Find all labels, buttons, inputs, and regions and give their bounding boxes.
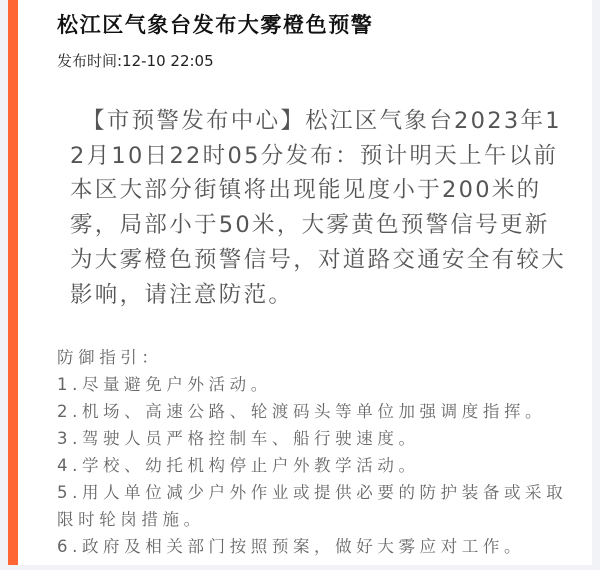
defense-guide: [57, 344, 577, 560]
guide-item: 6.政府及相关部门按照预案，做好大雾应对工作。: [57, 537, 526, 556]
guide-item: 5.用人单位减少户外作业或提供必要的防护装备或采取限时轮岗措施。: [57, 483, 568, 529]
warning-body: 【市预警发布中心】松江区气象台2023年12月10日22时05分发布：预计明天上午以前本区大部分街镇将出现能见度小于200米的雾，局部小于50米，大雾黄色预警信号更新为大雾橙色预警信号，对道路交通安全有较大影响，请注意防范。: [70, 108, 567, 308]
guide-item: 4.学校、幼托机构停止户外教学活动。: [57, 456, 420, 475]
orange-warning-accent-bar: [8, 0, 18, 565]
guide-heading: 防御指引：: [57, 348, 163, 367]
publish-timestamp: 发布时间:12-10 22:05: [57, 52, 214, 70]
guide-item: 3.驾驶人员严格控制车、船行驶速度。: [57, 429, 420, 448]
warning-title: 松江区气象台发布大雾橙色预警: [57, 13, 374, 37]
guide-item: 1.尽量避免户外活动。: [57, 375, 272, 394]
guide-item: 2.机场、高速公路、轮渡码头等单位加强调度指挥。: [57, 402, 547, 421]
